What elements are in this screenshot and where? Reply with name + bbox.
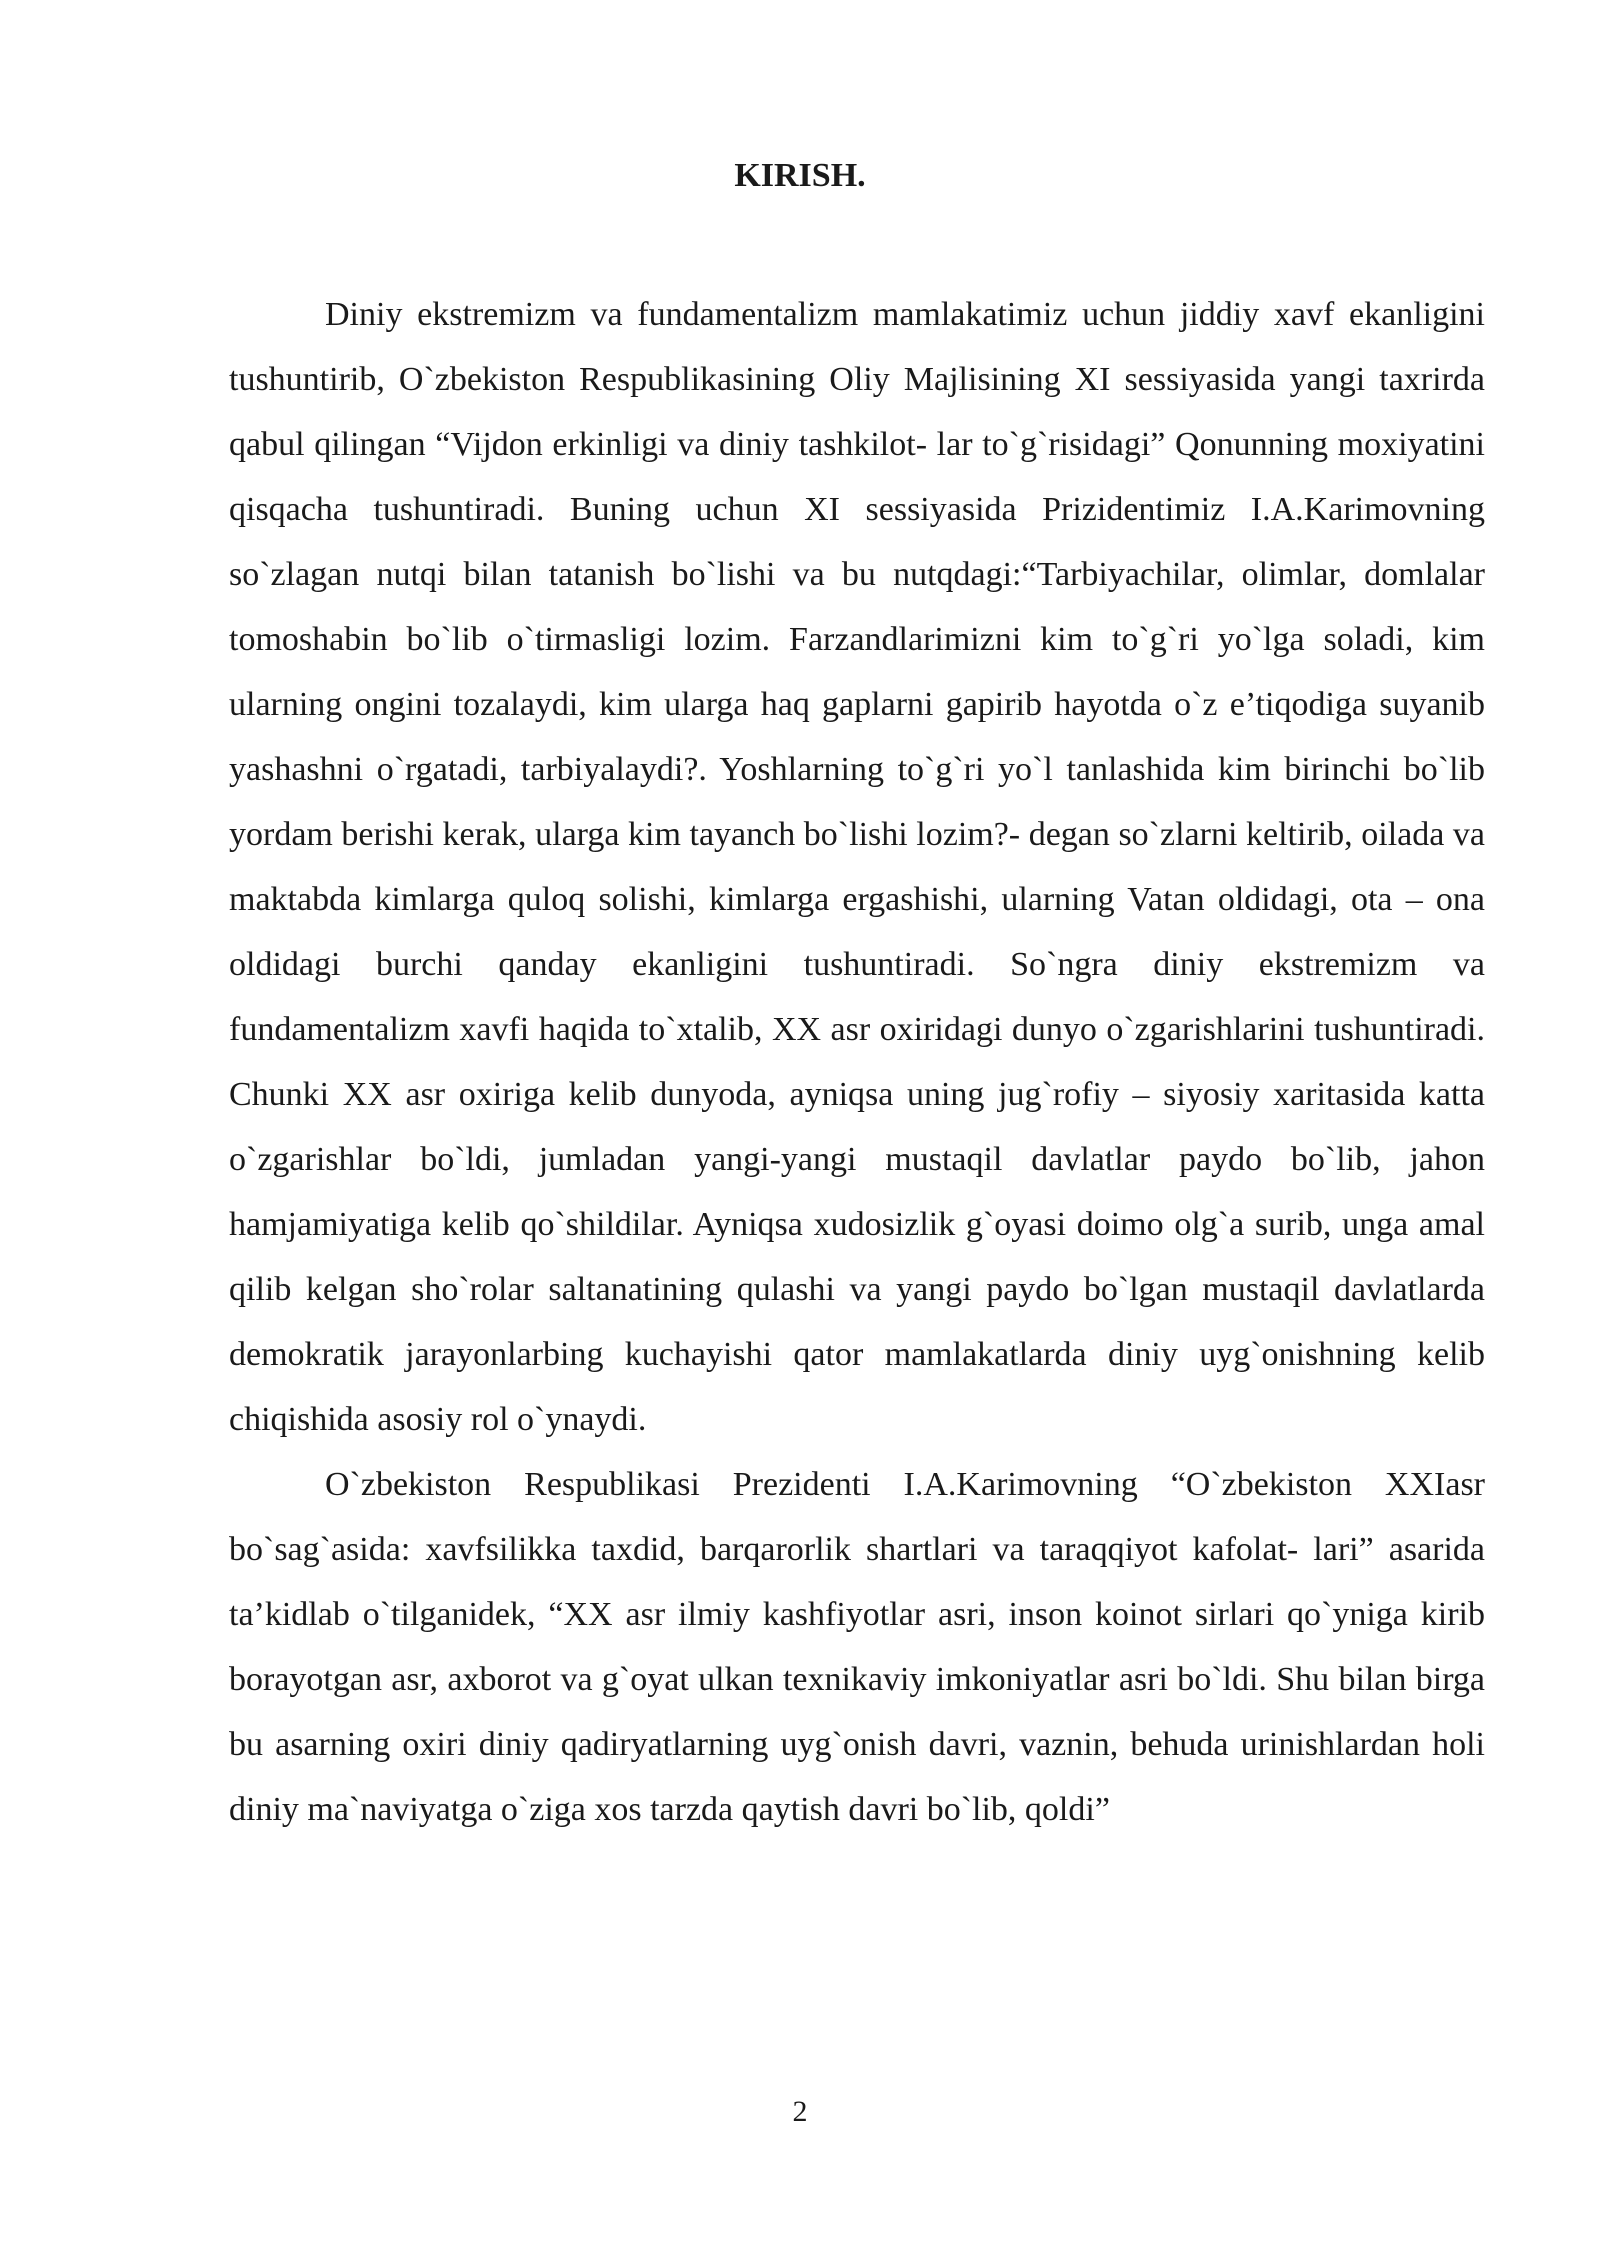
- paragraph-2: O`zbekiston Respublikasi Prezidenti I.A.Karimovning “O`zbekiston XXIasr bo`sag`asida: xavfsilikka taxdid, barqarorlik shartlari va taraqqiyot kafolat- lari” asarida ta’kidlab o`tilganidek, “XX asr ilmiy kashfiyotlar asri, inson koinot sirlari qo`yniga kirib borayotgan asr, axborot va g`oyat ulkan texnikaviy imkoniyatlar asri bo`ldi. Shu bilan birga bu asarning oxiri diniy qadiryatlarning uyg`onish davri, vaznin, behuda urinishlardan holi diniy ma`naviyatga o`ziga xos tarzda qaytish davri bo`lib, qoldi”: [229, 1466, 1485, 1828]
- page-number: 2: [792, 2095, 808, 2128]
- section-title: KIRISH.: [734, 157, 866, 194]
- paragraph-1: Diniy ekstremizm va fundamentalizm mamlakatimiz uchun jiddiy xavf ekanligini tushuntirib, O`zbekiston Respublikasining Oliy Majlisining XI sessiyasida yangi taxrirda qabul qilingan “Vijdon erkinligi va diniy tashkilot- lar to`g`risidagi” Qonunning moxiyatini qisqacha tushuntiradi. Buning uchun XI sessiyasida Prizidentimiz I.A.Karimovning so`zlagan nutqi bilan tatanish bo`lishi va bu nutqdagi:“Tarbiyachilar, olimlar, domlalar tomoshabin bo`lib o`tirmasligi lozim. Farzandlarimizni kim to`g`ri yo`lga soladi, kim ularning ongini tozalaydi, kim ularga haq gaplarni gapirib hayotda o`z e’tiqodiga suyanib yashashni o`rgatadi, tarbiyalaydi?. Yoshlarning to`g`ri yo`l tanlashida kim birinchi bo`lib yordam berishi kerak, ularga kim tayanch bo`lishi lozim?- degan so`zlarni keltirib, oilada va maktabda kimlarga quloq solishi, kimlarga ergashishi, ularning Vatan oldidagi, ota – ona oldidagi burchi qanday ekanligini tushuntiradi. So`ngra diniy ekstremizm va fundamentalizm xavfi haqida to`xtalib, XX asr oxiridagi dunyo o`zgarishlarini tushuntiradi. Chunki XX asr oxiriga kelib dunyoda, ayniqsa uning jug`rofiy – siyosiy xaritasida katta o`zgarishlar bo`ldi, jumladan yangi-yangi mustaqil davlatlar paydo bo`lib, jahon hamjamiyatiga kelib qo`shildilar. Ayniqsa xudosizlik g`oyasi doimo olg`a surib, unga amal qilib kelgan sho`rolar saltanatining qulashi va yangi paydo bo`lgan mustaqil davlatlarda demokratik jarayonlarbing kuchayishi qator mamlakatlarda diniy uyg`onishning kelib chiqishida asosiy rol o`ynaydi.: [229, 296, 1485, 1438]
- body-text: [229, 282, 1485, 1842]
